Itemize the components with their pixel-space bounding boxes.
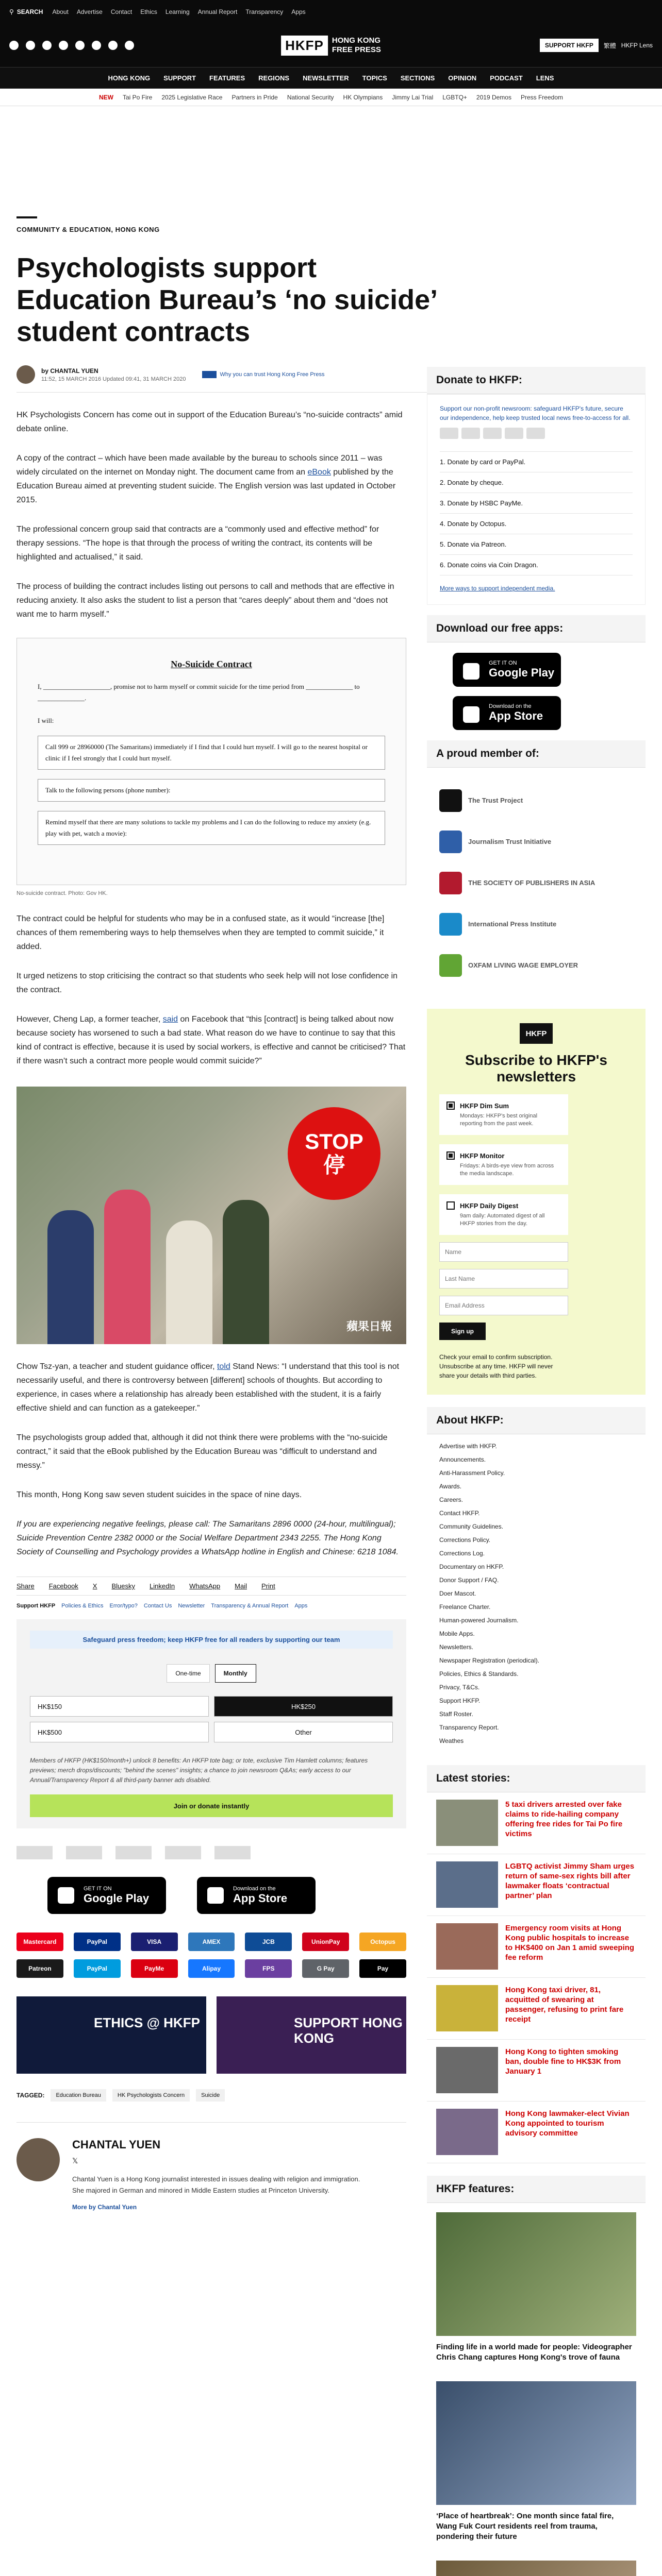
trending-nav xyxy=(0,89,662,106)
story-title[interactable]: 5 taxi drivers arrested over fake claims to ride-hailing company offering free rides for Tai Po fire victims xyxy=(505,1800,623,1838)
share-mail[interactable]: Mail xyxy=(235,1582,247,1590)
helpline-note: If you are experiencing negative feelings, please call: The Samaritans 2896 0000 (24-hour, multilingual); Suicide Prevention Centre 2382 0000 or the Social Welfare Department 2343 2255. The Hong Kong Society of Counselling and Psychology provides a WhatsApp hotline in English and Chinese: 6218 1084. xyxy=(16,1520,399,1556)
support-hkfp-button[interactable]: SUPPORT HKFP xyxy=(540,39,599,52)
utility-link[interactable]: Advertise xyxy=(76,8,103,15)
search-button[interactable]: ⚲ SEARCH xyxy=(9,8,43,15)
donate-blurb[interactable]: Support our non-profit newsroom: safeguard HKFP's future, secure our independence, help keep trusted local news free-to-access for all. xyxy=(440,405,631,421)
about-link[interactable]: Newsletters. xyxy=(439,1643,474,1651)
unionpay-icon[interactable]: UnionPay xyxy=(302,1933,349,1951)
nav-item[interactable]: OPINION xyxy=(448,74,477,82)
sidebar-heading: Download our free apps: xyxy=(427,615,646,642)
trending-item[interactable]: 2025 Legislative Race xyxy=(161,93,223,101)
jcb-icon[interactable]: JCB xyxy=(245,1933,292,1951)
card-icon xyxy=(440,428,458,439)
about-link[interactable]: Documentary on HKFP. xyxy=(439,1563,504,1570)
amount-other[interactable]: Other xyxy=(214,1722,393,1742)
member-logos xyxy=(16,1846,406,1859)
rss-icon[interactable] xyxy=(125,41,134,50)
utility-link[interactable]: Contact xyxy=(110,8,133,15)
author-box-name[interactable]: CHANTAL YUEN xyxy=(72,2138,161,2151)
share-bluesky[interactable]: Bluesky xyxy=(111,1582,135,1590)
jti-icon xyxy=(439,831,462,853)
photo-figure xyxy=(166,1221,212,1344)
contract-item: Talk to the following persons (phone number): xyxy=(38,779,385,802)
feature-title[interactable]: Finding life in a world made for people: Videographer Chris Chang captures Hong Kong's trove of fauna xyxy=(436,2343,632,2362)
site-logo[interactable] xyxy=(281,36,381,56)
donate-methods xyxy=(440,451,633,575)
trending-item[interactable]: Press Freedom xyxy=(520,93,563,101)
checkbox[interactable] xyxy=(446,1201,455,1210)
facebook-icon[interactable] xyxy=(9,41,19,50)
about-links xyxy=(427,1434,646,1753)
about-link[interactable]: Policies, Ethics & Standards. xyxy=(439,1670,519,1677)
donate-method[interactable]: 4. Donate by Octopus. xyxy=(440,514,633,534)
share-bar xyxy=(16,1577,406,1596)
share-whatsapp[interactable]: WhatsApp xyxy=(189,1582,221,1590)
footer-link[interactable]: Contact Us xyxy=(143,1603,172,1609)
partner-jti[interactable]: Journalism Trust Initiative xyxy=(439,821,633,862)
sopa-icon xyxy=(439,872,462,894)
article-footer-links xyxy=(16,1603,406,1609)
trending-item[interactable]: 2019 Demos xyxy=(476,93,511,101)
about-panel xyxy=(427,1407,646,1753)
x-icon[interactable]: 𝕏 xyxy=(72,2157,78,2165)
footer-link[interactable]: Apps xyxy=(294,1603,308,1609)
stop-sign: STOP 停 xyxy=(288,1107,380,1200)
about-link[interactable]: Support HKFP. xyxy=(439,1697,481,1704)
utility-link[interactable]: Ethics xyxy=(140,8,157,15)
signup-button[interactable]: Sign up xyxy=(439,1323,486,1340)
paragraph: HK Psychologists Concern has come out in support of the Education Bureau’s “no-suicide contracts” amid debate online. xyxy=(16,411,403,433)
hkfp-features xyxy=(427,2176,646,2576)
amount-option[interactable]: HK$150 xyxy=(30,1696,209,1717)
story-thumbnail xyxy=(436,2109,498,2155)
about-link[interactable]: Privacy, T&Cs. xyxy=(439,1684,480,1691)
sidebar-heading: Donate to HKFP: xyxy=(427,367,646,394)
payment-methods xyxy=(16,1933,406,1978)
sidebar-heading: Latest stories: xyxy=(427,1765,646,1792)
paragraph: It urged netizens to stop criticising the contract so that students who seek help will not lose confidence in the contract. xyxy=(16,972,398,994)
feature-image xyxy=(436,2561,636,2576)
whatsapp-icon[interactable] xyxy=(92,41,101,50)
article-body xyxy=(16,393,406,2576)
contract-line: I will: xyxy=(38,717,54,724)
fps-icon[interactable]: FPS xyxy=(245,1959,292,1978)
about-link[interactable]: Announcements. xyxy=(439,1456,486,1463)
story-title[interactable]: Hong Kong to tighten smoking ban, double fine to HK$3K from January 1 xyxy=(505,2047,621,2076)
more-ways-link[interactable]: More ways to support independent media. xyxy=(440,585,555,592)
nav-item[interactable]: LENS xyxy=(536,74,554,82)
about-link[interactable]: Mobile Apps. xyxy=(439,1630,475,1637)
story-item[interactable] xyxy=(427,1978,646,2040)
amount-option-selected[interactable]: HK$250 xyxy=(214,1696,393,1717)
story-item[interactable] xyxy=(427,1916,646,1978)
paypal-alt-icon[interactable]: PayPal xyxy=(74,1959,121,1978)
main-nav xyxy=(0,67,662,89)
sidebar xyxy=(427,367,646,2576)
paragraph: The psychologists group added that, although it did not think there were problems with the “no-suicide contract,” it said that the eBook published by the Education Bureau was “difficult to understand and messy.” xyxy=(16,1433,388,1470)
said-link[interactable]: said xyxy=(162,1015,178,1024)
card-icon xyxy=(461,428,480,439)
utility-link[interactable]: Apps xyxy=(291,8,306,15)
support-banner[interactable]: SUPPORT HONG KONG xyxy=(217,1996,406,2074)
more-by-author-link[interactable]: More by Chantal Yuen xyxy=(72,2204,137,2211)
telegram-icon[interactable] xyxy=(108,41,118,50)
donate-panel xyxy=(427,367,646,605)
trust-project-icon xyxy=(439,789,462,812)
promo-banners xyxy=(16,1996,406,2074)
nav-item[interactable]: PODCAST xyxy=(490,74,523,82)
sidebar-heading: About HKFP: xyxy=(427,1407,646,1434)
about-link[interactable]: Advertise with HKFP. xyxy=(439,1443,497,1450)
utility-link[interactable]: Learning xyxy=(165,8,190,15)
feature-title[interactable]: ‘Place of heartbreak’: One month since fatal fire, Wang Fuk Court residents reel from trauma, pondering their future xyxy=(436,2512,614,2541)
app-downloads xyxy=(16,1877,406,1914)
new-badge: NEW xyxy=(99,93,113,101)
feature-item[interactable] xyxy=(427,2372,646,2551)
amex-icon[interactable]: AMEX xyxy=(188,1933,235,1951)
utility-link[interactable]: About xyxy=(52,8,69,15)
nav-item[interactable]: TOPICS xyxy=(362,74,387,82)
newsletter-option-dim-sum[interactable]: HKFP Dim Sum Mondays: HKFP's best original reporting from the past week. xyxy=(439,1094,568,1135)
feature-item[interactable] xyxy=(427,2203,646,2372)
tag[interactable]: Suicide xyxy=(196,2089,225,2102)
feature-image xyxy=(436,2212,636,2336)
nav-item[interactable]: SECTIONS xyxy=(400,74,435,82)
told-link[interactable]: told xyxy=(217,1362,230,1371)
paragraph: However, Cheng Lap, a former teacher, said on Facebook that “this [contract] is being talked about now because society has worsened to such a bad state. What reason do we have to continue to say that this kind of contract is effective, because it is used by social workers, is effective and cannot be criticised? That if there wasn’t such a contract more people would commit suicide?” xyxy=(16,1015,406,1065)
masthead-actions xyxy=(540,39,653,52)
article-title: Psychologists support Education Bureau’s ‘no suicide’ student contracts xyxy=(16,252,437,347)
story-item[interactable] xyxy=(427,1854,646,1916)
author-avatar[interactable] xyxy=(16,365,35,384)
newsletter-title: Subscribe to HKFP's newsletters xyxy=(465,1052,607,1084)
contract-item: Remind myself that there are many solutions to tackle my problems and I can do the following to reduce my anxiety (e.g. play with pet, watch a movie): xyxy=(38,811,385,845)
language-toggle[interactable]: 繁體 xyxy=(603,42,616,49)
about-link[interactable]: Weathes xyxy=(439,1737,464,1744)
sopa-logo xyxy=(115,1846,152,1859)
oxfam-icon xyxy=(439,954,462,977)
nav-item[interactable]: REGIONS xyxy=(258,74,290,82)
article-category[interactable]: COMMUNITY & EDUCATION, HONG KONG xyxy=(16,226,160,233)
patreon-icon[interactable]: Patreon xyxy=(16,1959,63,1978)
memberships-panel xyxy=(427,740,646,998)
photo-figure xyxy=(47,1210,94,1344)
donate-heading: Safeguard press freedom; keep HKFP free for all readers by supporting our team xyxy=(30,1631,393,1649)
paragraph: The contract could be helpful for students who may be in a confused state, as it would “increase [the] chances of them remembering ways to help themselves when they are tempted to commit suicide,” it added. xyxy=(16,914,385,951)
nav-item[interactable]: HONG KONG xyxy=(108,74,151,82)
frequency-toggle xyxy=(30,1664,393,1683)
last-name-field[interactable] xyxy=(439,1269,568,1289)
donate-method[interactable]: 1. Donate by card or PayPal. xyxy=(440,451,633,472)
newsletter-option-monitor[interactable]: HKFP Monitor Fridays: A birds-eye view from across the media landscape. xyxy=(439,1144,568,1185)
app-store-button[interactable]: Download on the App Store xyxy=(197,1877,316,1914)
payme-icon[interactable]: PayMe xyxy=(131,1959,178,1978)
feature-item[interactable] xyxy=(427,2551,646,2576)
checkbox[interactable] xyxy=(446,1101,455,1110)
about-link[interactable]: Anti-Harassment Policy. xyxy=(439,1469,505,1477)
one-time-option[interactable]: One-time xyxy=(167,1664,209,1683)
feature-image xyxy=(436,2381,636,2505)
tag[interactable]: HK Psychologists Concern xyxy=(112,2089,190,2102)
image-caption: No-suicide contract. Photo: Gov HK. xyxy=(16,890,108,896)
newsletter-option-daily-digest[interactable]: HKFP Daily Digest 9am daily: Automated digest of all HKFP stories from the day. xyxy=(439,1194,568,1235)
visa-icon[interactable]: VISA xyxy=(131,1933,178,1951)
about-link[interactable]: Donor Support / FAQ. xyxy=(439,1577,499,1584)
trending-item[interactable]: Partners in Pride xyxy=(231,93,278,101)
share-print[interactable]: Print xyxy=(261,1582,275,1590)
newsletter-fineprint: Check your email to confirm subscription. Unsubscribe at any time. HKFP will never share your details with third parties. xyxy=(439,1353,553,1379)
paragraph: A copy of the contract – which have been made available by the bureau to schools since 2011 – was widely circulated on the internet on Monday night. The document came from an eBook published by the Education Bureau aimed at preventing student suicide. The English version was last updated in October 2015. xyxy=(16,454,396,504)
trust-link[interactable]: Why you can trust Hong Kong Free Press xyxy=(202,371,324,378)
utility-link[interactable]: Annual Report xyxy=(197,8,238,15)
story-title[interactable]: LGBTQ activist Jimmy Sham urges return of same-sex rights bill after lawmaker floats ‘contractual partner’ plan xyxy=(505,1862,635,1900)
paypal-icon[interactable]: PayPal xyxy=(74,1933,121,1951)
utility-links xyxy=(52,8,305,15)
search-icon: ⚲ xyxy=(9,8,14,15)
story-title[interactable]: Hong Kong taxi driver, 81, acquitted of swearing at passenger, refusing to print fare receipt xyxy=(505,1986,624,2024)
logo-mark: HKFP xyxy=(281,36,328,56)
email-field[interactable] xyxy=(439,1296,568,1315)
x-icon[interactable] xyxy=(26,41,35,50)
share-linkedin[interactable]: LinkedIn xyxy=(150,1582,175,1590)
apps-panel xyxy=(427,615,646,730)
nav-item[interactable]: SUPPORT xyxy=(163,74,196,82)
google-play-button[interactable]: GET IT ON Google Play xyxy=(453,653,561,687)
photo-credit: 蘋果日報 xyxy=(346,1320,392,1333)
app-store-button[interactable]: Download on the App Store xyxy=(453,696,561,730)
sidebar-heading: HKFP features: xyxy=(427,2176,646,2203)
footer-link[interactable]: Error/typo? xyxy=(109,1603,138,1609)
footer-link[interactable]: Transparency & Annual Report xyxy=(211,1603,289,1609)
tag[interactable]: Education Bureau xyxy=(51,2089,106,2102)
story-thumbnail xyxy=(436,1800,498,1846)
trending-item[interactable]: National Security xyxy=(287,93,334,101)
about-link[interactable]: Awards. xyxy=(439,1483,462,1490)
author-photo[interactable] xyxy=(16,2138,60,2181)
instagram-icon[interactable] xyxy=(42,41,52,50)
footer-link[interactable]: Support HKFP xyxy=(16,1603,56,1609)
about-link[interactable]: Careers. xyxy=(439,1496,464,1503)
paragraph: This month, Hong Kong saw seven student suicides in the space of nine days. xyxy=(16,1490,302,1499)
ipi-logo xyxy=(165,1846,201,1859)
masthead xyxy=(0,24,662,67)
trending-item[interactable]: HK Olympians xyxy=(343,93,383,101)
photo-figure xyxy=(223,1200,269,1344)
utility-link[interactable]: Transparency xyxy=(245,8,284,15)
jti-logo xyxy=(66,1846,102,1859)
paragraph: Chow Tsz-yan, a teacher and student guidance officer, told Stand News: “I understand that this tool is not necessarily useful, and there is controversy between [different] schools of thoughts. But according to experience, in cases where a relationship has already been established with the student, it is a fairly effective shield and can function as a gatekeeper.” xyxy=(16,1362,400,1413)
story-title[interactable]: Hong Kong lawmaker-elect Vivian Kong appointed to tourism advisory committee xyxy=(505,2109,630,2138)
trust-project-icon xyxy=(202,371,217,378)
card-icon xyxy=(483,428,502,439)
mastercard-icon[interactable]: Mastercard xyxy=(16,1933,63,1951)
partner-trust-project[interactable]: The Trust Project xyxy=(439,780,633,821)
byline xyxy=(16,365,450,384)
trending-item[interactable]: Tai Po Fire xyxy=(123,93,153,101)
latest-stories xyxy=(427,1765,646,2163)
alipay-icon[interactable]: Alipay xyxy=(188,1959,235,1978)
article-tags xyxy=(16,2089,406,2102)
trending-item[interactable]: LGBTQ+ xyxy=(442,93,467,101)
card-icon xyxy=(505,428,523,439)
about-link[interactable]: Community Guidelines. xyxy=(439,1523,504,1530)
apple-pay-icon[interactable]: Pay xyxy=(359,1959,406,1978)
donate-method[interactable]: 3. Donate by HSBC PayMe. xyxy=(440,493,633,514)
utility-bar xyxy=(0,0,662,24)
share-label: Share xyxy=(16,1582,35,1590)
partner-oxfam[interactable]: OXFAM LIVING WAGE EMPLOYER xyxy=(439,945,633,986)
card-logos xyxy=(440,428,633,439)
monthly-option[interactable]: Monthly xyxy=(215,1664,256,1683)
donate-method[interactable]: 5. Donate via Patreon. xyxy=(440,534,633,555)
logo-text: HONG KONG FREE PRESS xyxy=(332,36,381,54)
paragraph: The professional concern group said that contracts are a “commonly used and effective method” for therapy sessions. “The hope is that through the process of writing the contract, its contents will be highlighted and actualised,” it said. xyxy=(16,525,379,562)
author-box xyxy=(16,2122,406,2211)
social-links xyxy=(9,41,134,50)
contract-image xyxy=(16,638,406,885)
author-name[interactable]: by CHANTAL YUEN xyxy=(41,367,98,375)
octopus-icon[interactable]: Octopus xyxy=(359,1933,406,1951)
story-thumbnail xyxy=(436,1923,498,1970)
partner-sopa[interactable]: THE SOCIETY OF PUBLISHERS IN ASIA xyxy=(439,862,633,904)
donate-widget xyxy=(16,1619,406,1828)
paragraph: The process of building the contract includes listing out persons to call and methods that are effective in reducing anxiety. It also asks the student to list a person that “cares deeply” about them and “does not want me to harm myself.” xyxy=(16,582,394,619)
tags-label: TAGGED: xyxy=(16,2092,45,2099)
nav-item[interactable]: FEATURES xyxy=(209,74,245,82)
about-link[interactable]: Freelance Charter. xyxy=(439,1603,491,1611)
ethics-banner[interactable]: ETHICS @ HKFP xyxy=(16,1996,206,2074)
about-link[interactable]: Human-powered Journalism. xyxy=(439,1617,519,1624)
youtube-icon[interactable] xyxy=(59,41,68,50)
contract-item: Call 999 or 28960000 (The Samaritans) immediately if I find that I could hurt myself. I will go to the nearest hospital or clinic if I feel strongly that I could hurt myself. xyxy=(38,736,385,770)
publish-date: 11:52, 15 MARCH 2016 Updated 09:41, 31 MARCH 2020 xyxy=(41,376,186,382)
about-link[interactable]: Staff Roster. xyxy=(439,1710,473,1718)
story-thumbnail xyxy=(436,1861,498,1908)
kicker-rule xyxy=(16,216,37,218)
about-link[interactable]: Corrections Log. xyxy=(439,1550,485,1557)
newsletter-logo: HKFP xyxy=(520,1023,553,1044)
story-item[interactable] xyxy=(427,1792,646,1854)
trust-project-logo xyxy=(16,1846,53,1859)
share-x[interactable]: X xyxy=(92,1582,97,1590)
story-item[interactable] xyxy=(427,2040,646,2102)
about-link[interactable]: Doer Mascot. xyxy=(439,1590,476,1597)
share-facebook[interactable]: Facebook xyxy=(48,1582,78,1590)
footer-link[interactable]: Policies & Ethics xyxy=(61,1603,104,1609)
checkbox[interactable] xyxy=(446,1151,455,1160)
name-field[interactable] xyxy=(439,1242,568,1262)
partner-ipi[interactable]: International Press Institute xyxy=(439,904,633,945)
donate-method[interactable]: 2. Donate by cheque. xyxy=(440,472,633,493)
join-donate-button[interactable]: Join or donate instantly xyxy=(30,1794,393,1817)
story-title[interactable]: Emergency room visits at Hong Kong public hospitals to increase to HK$400 on Jan 1 amid sweeping fee reform xyxy=(505,1924,635,1962)
story-item[interactable] xyxy=(427,2102,646,2163)
ipi-icon xyxy=(439,913,462,936)
about-link[interactable]: Transparency Report. xyxy=(439,1724,499,1731)
member-benefits: Members of HKFP (HK$150/month+) unlock 8 benefits: An HKFP tote bag; or tote, exclusive Tim Hamlett columns; features previews; merch drops/discounts; "behind the scenes" insights; a chance to join newsroom Q&As; early access to our Annual/Transparency Report & all third-party banner ads disabled. xyxy=(30,1757,368,1784)
about-link[interactable]: Corrections Policy. xyxy=(439,1536,491,1544)
google-pay-icon[interactable]: G Pay xyxy=(302,1959,349,1978)
oxfam-logo xyxy=(214,1846,251,1859)
card-icon xyxy=(526,428,545,439)
amount-options xyxy=(30,1696,393,1742)
photo-figure xyxy=(104,1190,151,1344)
story-thumbnail xyxy=(436,1985,498,2031)
google-play-button[interactable]: GET IT ON Google Play xyxy=(47,1877,166,1914)
author-bio: Chantal Yuen is a Hong Kong journalist interested in issues dealing with religion and immigration. She majored in German and minored in Middle Eastern studies at Princeton University. xyxy=(72,2175,360,2194)
lens-link[interactable]: HKFP Lens xyxy=(621,42,653,49)
story-thumbnail xyxy=(436,2047,498,2093)
nav-item[interactable]: NEWSLETTER xyxy=(303,74,349,82)
newsletter-signup xyxy=(427,1009,646,1395)
contract-title: No-Suicide Contract xyxy=(171,659,252,669)
trending-item[interactable]: Jimmy Lai Trial xyxy=(392,93,434,101)
amount-option[interactable]: HK$500 xyxy=(30,1722,209,1742)
about-link[interactable]: Contact HKFP. xyxy=(439,1510,480,1517)
ebook-link[interactable]: eBook xyxy=(307,468,331,477)
students-photo xyxy=(16,1087,406,1344)
linkedin-icon[interactable] xyxy=(75,41,85,50)
footer-link[interactable]: Newsletter xyxy=(178,1603,205,1609)
donate-method[interactable]: 6. Donate coins via Coin Dragon. xyxy=(440,555,633,575)
contract-line: I, ____________________, promise not to harm myself or commit suicide for the time period from ______________ to ______________. xyxy=(38,683,360,702)
about-link[interactable]: Newspaper Registration (periodical). xyxy=(439,1657,540,1664)
sidebar-heading: A proud member of: xyxy=(427,740,646,768)
